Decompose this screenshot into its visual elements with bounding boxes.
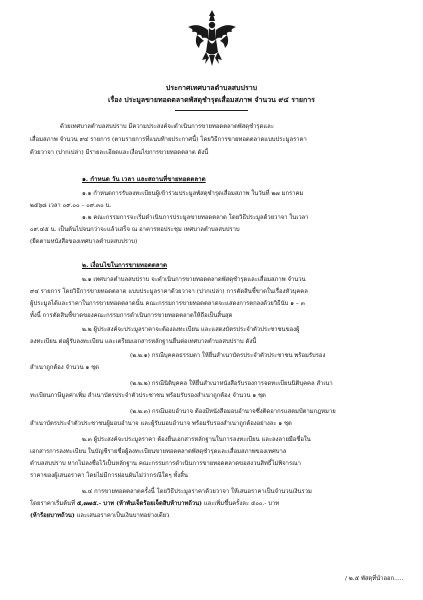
clause-line: ๒.๒ ผู้ประสงค์จะประมูลราคาจะต้องลงทะเบียน และแสดงบัตรประจำตัวประชาชนของผู้ [82, 327, 300, 333]
clause-line: ราคาของผู้เสนอราคา โดยไม่มีการผ่อนผันไม่ว่ากรณีใดๆ ทั้งสิ้น [30, 473, 188, 479]
clause-text: และเพิ่มขึ้นครั้งละ ๕๐๐.- บาท [201, 501, 280, 507]
clause-line: ๒.๑ เทศบาลตำบลสบปราบ จะดำเนินการขายทอดตลาดพัสดุชำรุดและเสื่อมสภาพ จำนวน [82, 277, 306, 283]
clause-line: (๒.๒.๓) กรณีมอบอำนาจ ต้องมีหนังสือมอบอำนาจซึ่งติดอากรแสตมป์ตามกฎหมาย [130, 409, 336, 415]
clause-text: และเสนอราคาเป็นเงินบาทอย่างเดียว [74, 513, 170, 519]
clause-line [30, 500, 279, 508]
clause-line: ๒.๓ ผู้ประสงค์จะประมูลราคา ต้องยื่นเอกสารหลักฐานในการลงทะเบียน และลงลายมือชื่อใน [82, 437, 311, 443]
clause-line [30, 512, 169, 520]
section-heading-1: ๑. กำหนด วัน เวลา และสถานที่ขายทอดตลาด [82, 176, 206, 183]
clause-line: ๒๕๖๘ เวลา ๐๙.๐๐ – ๐๙.๓๐ น. [30, 203, 112, 209]
clause-line: ๒.๔ การขายทอดตลาดครั้งนี้ โดยวิธีประมูลราคาด้วยวาจา ให้เสนอราคาเป็นจำนวนเงินรวม [82, 489, 312, 495]
clause-line: ผู้ประมูลได้และราคาในการขายทอดตลาดนั้น คณะกรรมการขายทอดตลาดจะแสดงการตกลงด้วยวิธีนับ ๑ – ๓ [30, 301, 305, 307]
clause-text: โดยราคาเริ่มต้นที่ [30, 501, 77, 507]
clause-line: ทะเบียนภาษีมูลค่าเพิ่ม สำเนาบัตรประจำตัวประชาชน พร้อมรับรองสำเนาถูกต้อง จำนวน ๑ ชุด [30, 393, 266, 399]
clause-line: ๙๔ รายการ โดยวิธีการขายทอดตลาด แบบประมูลราคาด้วยวาจา (ปากเปล่า) การตัดสินชี้ขาดในเรื่องหัวบุคคล [30, 289, 308, 295]
clause-line: เอกสารการลงทะเบียน ในบัญชีรายชื่อผู้ลงทะเบียนขายทอดตลาดพัสดุชำรุดและเสื่อมสภาพของเทศบาล [30, 449, 287, 455]
clause-line: ทั้งนี้ การตัดสินชี้ขาดของคณะกรรมการดำเนินการขายทอดตลาดให้ถือเป็นสิ้นสุด [30, 313, 233, 319]
clause-line: (๒.๒.๑) กรณีบุคคลธรรมดา ให้ยื่นสำเนาบัตรประจำตัวประชาชน พร้อมรับรอง [130, 353, 326, 359]
title-divider [175, 110, 248, 111]
clause-line: สำเนาถูกต้อง จำนวน ๑ ชุด [30, 365, 99, 371]
document-subject: เรื่อง ประมูลขายทอดตลาดพัสดุชำรุดเสื่อมสภาพ จำนวน ๙๔ รายการ [108, 95, 315, 104]
clause-line: สำเนาบัตรประจำตัวประชาชนผู้มอบอำนาจ และผู้รับมอบอำนาจ พร้อมรับรองสำเนาถูกต้องอย่างละ ๑ ชุด [30, 421, 292, 427]
clause-line: ลงทะเบียน ต่อผู้รับลงทะเบียน และเตรียมเอกสารหลักฐานยื่นต่อเทศบาลตำบลสบปราบ ดังนี้ [30, 339, 257, 345]
intro-line: เสื่อมสภาพ จำนวน ๙๔ รายการ (ตามรายการที่แนบท้ายประกาศนี้) โดยวิธีการขายทอดตลาดแบบประมูลราคา [30, 137, 307, 143]
clause-line: ๑.๑ กำหนดการรับลงทะเบียนผู้เข้าร่วมประมูลพัสดุชำรุดเสื่อมสภาพ ในวันที่ ๒๗ มกราคม [82, 191, 304, 197]
clause-line: (๒.๒.๒) กรณีนิติบุคคล ให้ยื่นสำเนาหนังสือรับรองการจดทะเบียนนิติบุคคล สำเนา [130, 381, 333, 387]
garuda-emblem-icon [185, 8, 239, 68]
intro-line: ด้วยวาจา (ปากเปล่า) มีรายละเอียดและเงื่อนไขการขายทอดตลาด ดังนี้ [30, 150, 209, 156]
intro-line: ด้วยเทศบาลตำบลสบปราบ มีความประสงค์จะดำเนินการขายทอดตลาดพัสดุชำรุดและ [60, 124, 274, 130]
document-title: ประกาศเทศบาลตำบลสบปราบ [165, 83, 258, 92]
clause-line: ๐๙.๔๕ น. เป็นต้นไปจนกว่าจะแล้วเสร็จ ณ อาคารหอประชุม เทศบาลตำบลสบปราบ [30, 227, 240, 233]
page-continuation: / ๒.๕ พัสดุที่นำออก..... [345, 576, 404, 582]
clause-line: ๑.๒ คณะกรรมการจะเริ่มดำเนินการประมูลขายทอดตลาด โดยวิธีประมูลด้วยวาจา ในเวลา [82, 215, 309, 221]
section-heading-2: ๒. เงื่อนไขในการขายทอดตลาด [82, 262, 168, 269]
starting-price: ๕,๗๗๕.- บาท (ห้าพันเจ็ดร้อยเจ็ดสิบห้าบาทถ้วน) [76, 500, 202, 507]
clause-line: (ยืดตามหนังสือของเทศบาลตำบลสบปราบ) [30, 239, 138, 245]
increment-amount-text: (ห้าร้อยบาทถ้วน) [30, 512, 75, 519]
clause-line: ตำบลสบปราบ หากไม่ลงชื่อไว้เป็นหลักฐาน คณะกรรมการดำเนินการขายทอดตลาดขอสงวนสิทธิ์ไม่พิจารณา [30, 461, 301, 467]
